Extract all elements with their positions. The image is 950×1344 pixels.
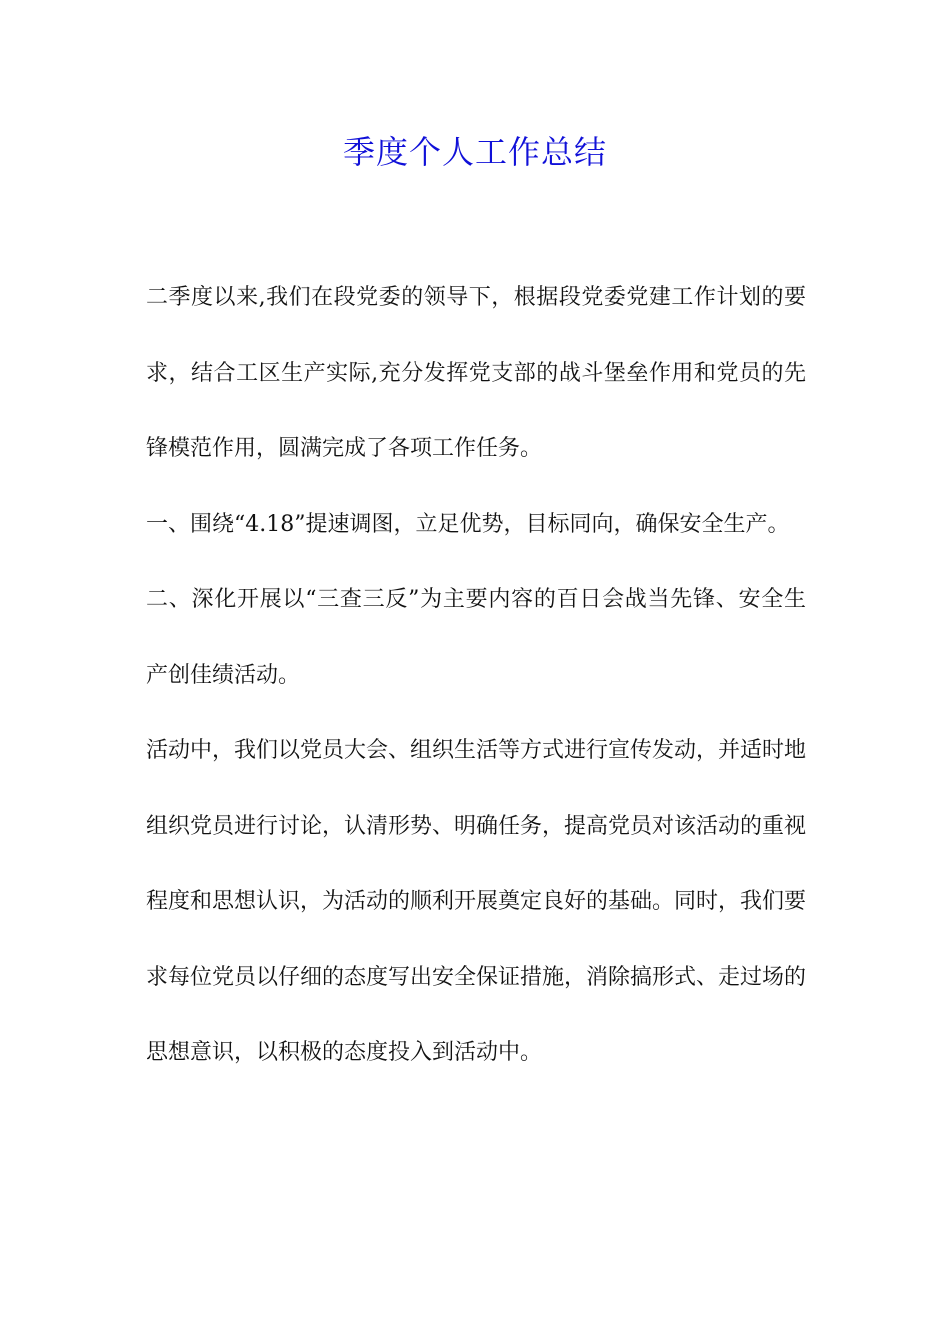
paragraph-intro: 二季度以来,我们在段党委的领导下，根据段党委党建工作计划的要求，结合工区生产实际,充分发挥党支部的战斗堡垒作用和党员的先锋模范作用，圆满完成了各项工作任务。	[146, 285, 806, 461]
paragraph-section-one: 一、围绕“4.18”提速调图，立足优势，目标同向，确保安全生产。	[146, 511, 790, 537]
document-title: 季度个人工作总结	[342, 133, 607, 171]
paragraph-section-two: 二、深化开展以“三查三反”为主要内容的百日会战当先锋、安全生产创佳绩活动。	[146, 587, 806, 688]
document-body	[146, 260, 806, 1091]
paragraph-activity: 活动中，我们以党员大会、组织生活等方式进行宣传发动，并适时地组织党员进行讨论，认清形势、明确任务，提高党员对该活动的重视程度和思想认识，为活动的顺利开展奠定良好的基础。同时，我们要求每位党员以仔细的态度写出安全保证措施，消除搞形式、走过场的思想意识，以积极的态度投入到活动中。	[146, 738, 807, 1065]
